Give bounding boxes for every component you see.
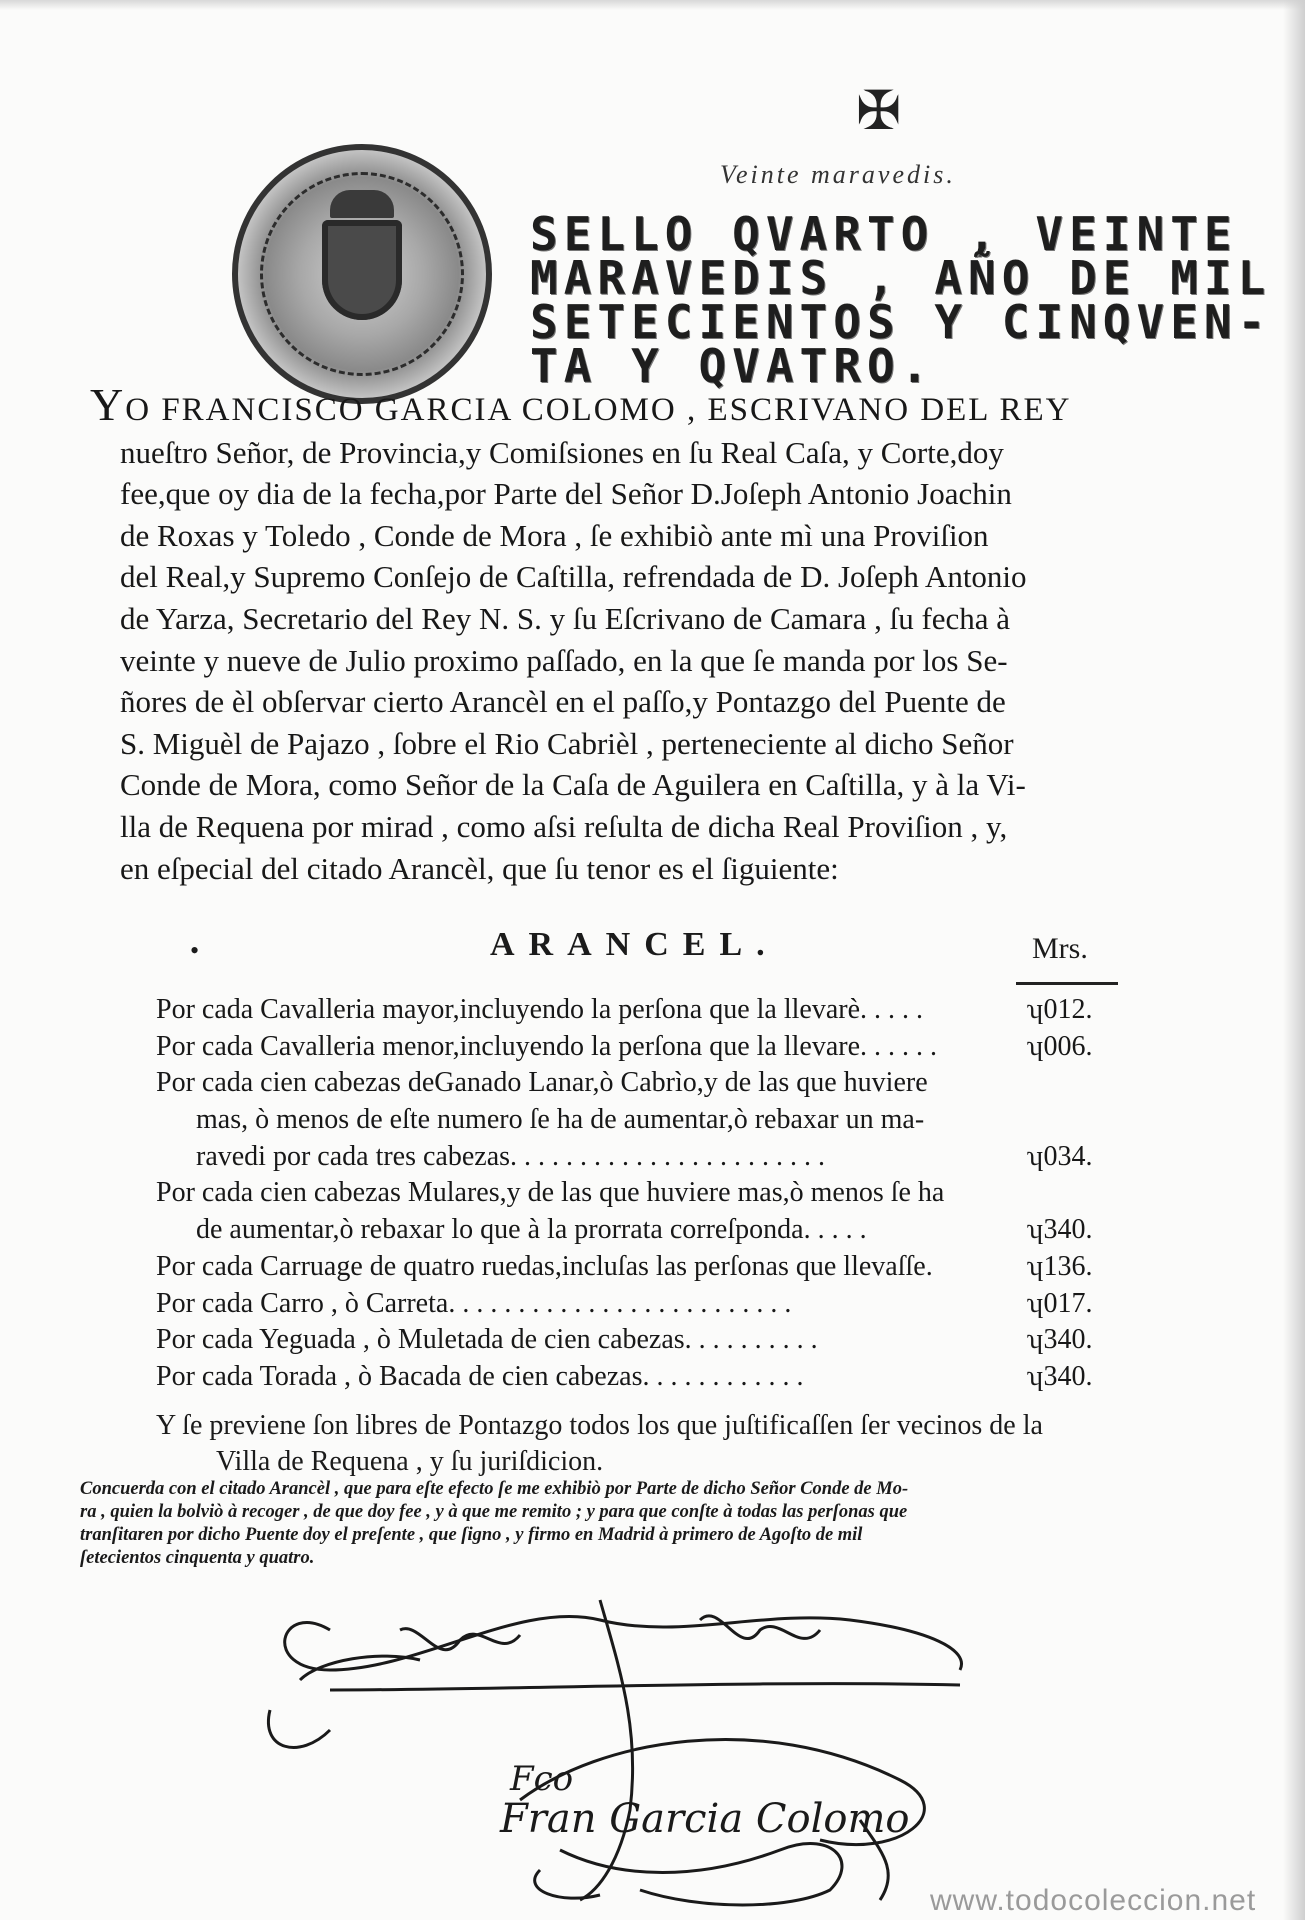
tariff-amount: ʮ017. (1026, 1287, 1093, 1319)
stamp-line: SELLO QVARTO , VEINTE (530, 207, 1238, 261)
body-paragraph (90, 379, 1180, 889)
watermark: www.todocoleccion.net (930, 1884, 1257, 1917)
tariff-row (156, 1324, 1156, 1361)
arancel-title: ARANCEL. (490, 926, 779, 963)
notary-sign-flourish (268, 1600, 961, 1900)
certification-line: ra , quien la bolviò à recoger , de que doy fee , y à que me remito ; y para que conſte à todas las perſonas que (80, 1502, 908, 1522)
cross-icon: ✠ (856, 81, 902, 141)
tariff-description: Por cada cien cabezas deGanado Lanar,ò Cabrìo,y de las que huviere (156, 1067, 928, 1099)
tariff-amount: ʮ012. (1026, 994, 1093, 1025)
stamp-line: TA Y QVATRO. (530, 339, 935, 393)
notary-mark-text: Fco (510, 1759, 574, 1799)
body-line: S. Miguèl de Pajazo , ſobre el Rio Cabrièl , perteneciente al dicho Señor (120, 725, 1014, 761)
tariff-row (156, 1104, 1156, 1141)
tariff-amount: ʮ340. (1026, 1214, 1093, 1246)
stamp-value-text: Veinte maravedis. (720, 160, 956, 189)
crown-icon (330, 190, 394, 218)
prevention-line: Villa de Requena , y ſu juriſdicion. (216, 1446, 604, 1477)
tariff-row (156, 1251, 1156, 1288)
certification-paragraph (80, 1478, 1190, 1570)
body-line: de Roxas y Toledo , Conde de Mora , ſe exhibiò ante mì una Proviſion (120, 517, 989, 553)
tariff-description: ravedi por cada tres cabezas. . . . . . . . . . . . . . . . . . . . . . . (196, 1140, 826, 1172)
certification-line: Concuerda con el citado Arancèl , que para eſte efecto ſe me exhibiò por Parte de dicho Señor Conde de Mo- (80, 1479, 909, 1499)
body-line: veinte y nueve de Julio proximo paſſado, en la que ſe manda por los Se- (120, 642, 1008, 678)
tariff-description: Por cada Cavalleria menor,incluyendo la perſona que la llevare. . . . . . (156, 1030, 938, 1062)
body-line: del Real,y Supremo Conſejo de Caſtilla, refrendada de D. Joſeph Antonio (120, 559, 1027, 595)
tariff-row (156, 1361, 1156, 1398)
body-line: de Yarza, Secretario del Rey N. S. y ſu Eſcrivano de Camara , ſu fecha à (120, 600, 1011, 636)
notary-name-signature: Fran Garcia Colomo (500, 1796, 910, 1842)
signatures-area (0, 1560, 1305, 1920)
prevention-note (156, 1408, 1156, 1480)
tariff-description: Por cada Carro , ò Carreta. . . . . . . . . . . . . . . . . . . . . . . . . (156, 1287, 792, 1319)
page-edge-shadow-top (0, 0, 1305, 10)
tariff-amount: ʮ006. (1026, 1030, 1093, 1062)
tariff-amount: ʮ034. (1026, 1140, 1093, 1172)
body-line: ñores de èl obſervar cierto Arancèl en el paſſo,y Pontazgo del Puente de (120, 684, 1006, 720)
body-line: Conde de Mora, como Señor de la Caſa de Aguilera en Caſtilla, y à la Vi- (120, 767, 1026, 803)
unit-header-rule (1016, 982, 1118, 985)
tariff-description: mas, ò menos de eſte numero ſe ha de aumentar,ò rebaxar un ma- (196, 1104, 925, 1136)
tariff-description: Por cada Yeguada , ò Muletada de cien cabezas. . . . . . . . . . (156, 1324, 818, 1356)
coat-of-arms-icon (322, 220, 402, 320)
body-line: en eſpecial del citado Arancèl, que ſu tenor es el ſiguiente: (120, 850, 839, 886)
body-line: fee,que oy dia de la fecha,por Parte del Señor D.Joſeph Antonio Joachin (120, 476, 1012, 512)
tariff-description: Por cada Torada , ò Bacada de cien cabezas. . . . . . . . . . . . (156, 1360, 804, 1392)
tariff-row (156, 1288, 1156, 1325)
tariff-amount: ʮ136. (1026, 1250, 1093, 1282)
tariff-description: de aumentar,ò rebaxar lo que à la prorrata correſponda. . . . . (196, 1214, 867, 1246)
tariff-row (156, 1214, 1156, 1251)
tariff-row (156, 1141, 1156, 1178)
tariff-table (156, 994, 1156, 1398)
tariff-row (156, 1031, 1156, 1068)
certification-line: ſetecientos cinquenta y quatro. (80, 1548, 315, 1568)
tariff-row (156, 1067, 1156, 1104)
drop-initial: Y (90, 379, 126, 430)
body-line: lla de Requena por mirad , como aſsi reſulta de dicha Real Proviſion , y, (120, 808, 1008, 844)
body-line: nueſtro Señor, de Provincia,y Comiſsiones en ſu Real Caſa, y Corte,doy (120, 434, 1004, 470)
prevention-line: Y ſe previene ſon libres de Pontazgo todos los que juſtificaſſen ſer vecinos de la (156, 1410, 1043, 1441)
tariff-description: Por cada cien cabezas Mulares,y de las que huviere mas,ò menos ſe ha (156, 1177, 945, 1209)
tariff-description: Por cada Carruage de quatro ruedas,incluſas las perſonas que llevaſſe. (156, 1250, 933, 1282)
body-line: O FRANCISCO GARCIA COLOMO , ESCRIVANO DEL REY (125, 392, 1072, 428)
tariff-row (156, 1177, 1156, 1214)
stamp-block (530, 207, 1272, 393)
ornament-dot: • (190, 936, 200, 965)
tariff-row (156, 994, 1156, 1031)
unit-header: Mrs. (1032, 932, 1088, 965)
tariff-description: Por cada Cavalleria mayor,incluyendo la perſona que la llevarè. . . . . (156, 994, 924, 1025)
body-first-line (90, 379, 1180, 432)
stamp-line: MARAVEDIS , AÑO DE MIL (530, 251, 1272, 305)
stamp-line: SETECIENTOS Y CINQVEN- (530, 295, 1272, 349)
royal-seal-stamp (232, 144, 492, 404)
tariff-amount: ʮ340. (1026, 1324, 1093, 1356)
tariff-amount: ʮ340. (1026, 1360, 1093, 1392)
certification-line: tranſitaren por dicho Puente doy el preſente , que ſigno , y firmo en Madrid à primero de Agoſto de mil (80, 1525, 863, 1545)
